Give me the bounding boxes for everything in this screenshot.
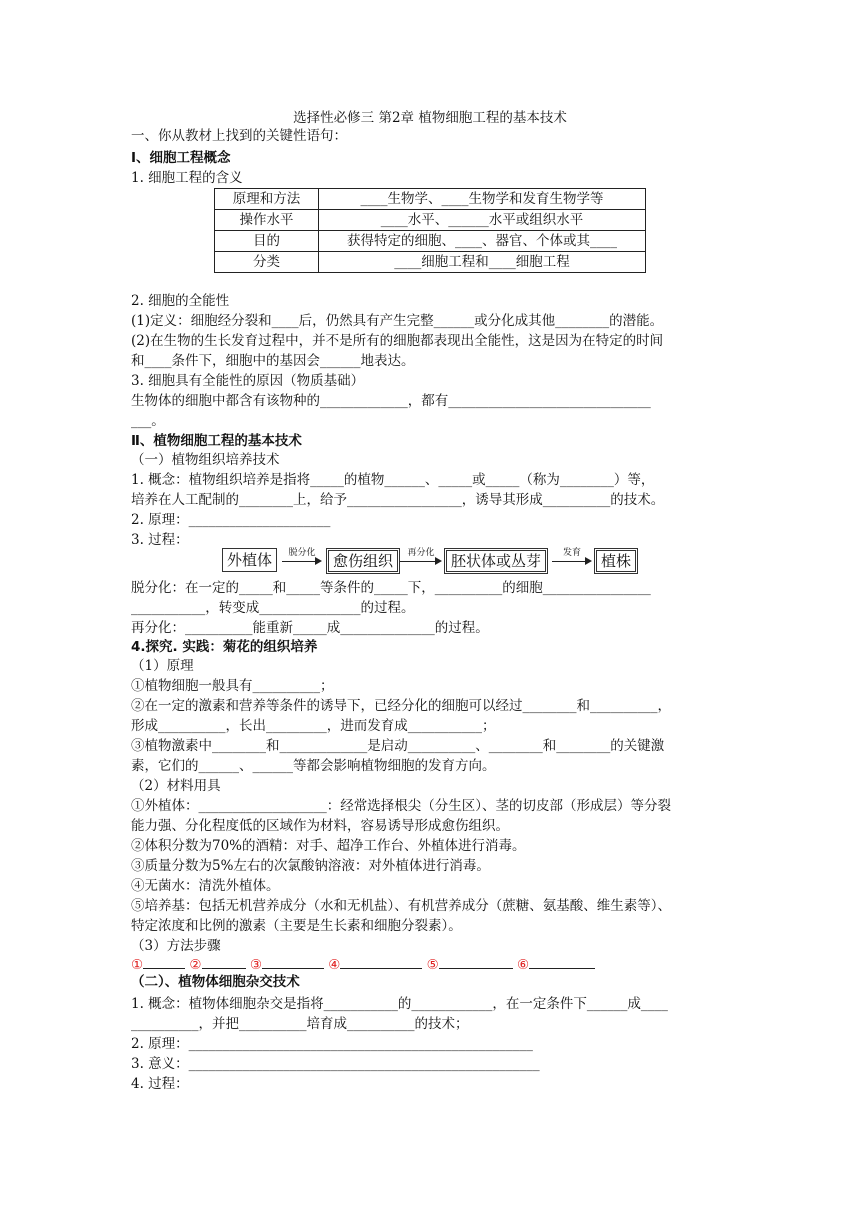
material-explant: ①外植体：___________________：经常选择根尖（分生区）、茎的切皮部（形成层）等分裂 [131, 798, 671, 814]
item-cell-engineering-meaning: 1. 细胞工程的含义 [131, 170, 243, 186]
table-label: 原理和方法 [215, 189, 319, 210]
table-content: ____生物学、____生物学和发育生物学等 [319, 189, 646, 210]
subheading-method-steps: （3）方法步骤 [131, 938, 221, 954]
step-blank [262, 954, 324, 969]
step-blank [439, 954, 513, 969]
flow-arrow-label: 再分化 [407, 548, 435, 558]
principle-3: ③植物激素中________和_____________是启动__________、________和________的关键激 [131, 738, 665, 754]
flow-arrow-label: 脱分化 [288, 548, 316, 558]
step-blank [529, 954, 595, 969]
subheading-principle: （1）原理 [131, 658, 194, 674]
dedifferentiation-text: 脱分化：在一定的_____和_____等条件的_____下，__________的细胞________________ [131, 580, 651, 596]
step-blank [340, 954, 422, 969]
page-title: 选择性必修三 第2章 植物细胞工程的基本技术 [293, 110, 567, 126]
heading-cell-engineering-concept: Ⅰ、细胞工程概念 [131, 150, 231, 166]
heading-chrysanthemum-culture: 4.探究. 实践：菊花的组织培养 [131, 639, 318, 655]
step-number: ② [189, 957, 202, 973]
arrow-head-icon [315, 557, 322, 565]
hybridization-process: 4. 过程： [131, 1076, 189, 1092]
definition-table [214, 188, 646, 273]
material-sterile-water: ④无菌水：清洗外植体。 [131, 878, 280, 894]
table-row [215, 189, 646, 210]
flow-arrow-development [552, 548, 592, 572]
totipotency-expression: (2)在生物的生长发育过程中，并不是所有的细胞都表现出全能性，这是因为在特定的时间 [131, 333, 664, 349]
table-row [215, 210, 646, 231]
heading-plant-cell-engineering: Ⅱ、植物细胞工程的基本技术 [131, 433, 302, 449]
table-content: ____细胞工程和____细胞工程 [319, 252, 646, 273]
step-number: ⑥ [517, 957, 530, 973]
step-number: ④ [328, 957, 341, 973]
material-medium-cont: 特定浓度和比例的激素（主要是生长素和细胞分裂素）。 [131, 918, 462, 934]
flow-node-embryoid: 胚状体或丛芽 [444, 548, 548, 574]
flow-node-plant: 植株 [594, 548, 638, 574]
arrow-head-icon [435, 557, 442, 565]
section-intro: 一、你从教材上找到的关键性语句： [131, 128, 347, 144]
principle-3-cont: 素，它们的______、______等都会影响植物细胞的发育方向。 [131, 758, 496, 774]
item-totipotency-reason: 3. 细胞具有全能性的原因（物质基础） [131, 373, 365, 389]
table-row [215, 231, 646, 252]
table-label: 目的 [215, 231, 319, 252]
subheading-materials: （2）材料用具 [131, 778, 221, 794]
tissue-culture-principle: 2. 原理：_____________________ [131, 512, 331, 528]
flow-arrow-redifferentiation [400, 548, 442, 572]
material-explant-cont: 能力强、分化程度低的区域作为材料，容易诱导形成愈伤组织。 [131, 818, 509, 834]
dedifferentiation-text-cont: ___________，转变成_______________的过程。 [131, 600, 415, 616]
material-hypochlorite: ③质量分数为5%左右的次氯酸钠溶液：对外植体进行消毒。 [131, 858, 490, 874]
table-row [215, 252, 646, 273]
totipotency-reason-text: 生物体的细胞中都含有该物种的_____________，都有______________________________ [131, 393, 651, 409]
table-label: 操作水平 [215, 210, 319, 231]
hybridization-principle: 2. 原理：___________________________________________________ [131, 1036, 533, 1052]
step-number: ③ [249, 957, 262, 973]
tissue-culture-concept: 1. 概念：植物组织培养是指将_____的植物______、_____或_____（称为________）等， [131, 472, 655, 488]
hybridization-significance: 3. 意义：____________________________________________________ [131, 1056, 540, 1072]
flow-node-callus: 愈伤组织 [326, 548, 400, 574]
totipotency-expression-cont: 和____条件下，细胞中的基因会______地表达。 [131, 353, 415, 369]
totipotency-definition: (1)定义：细胞经分裂和____后，仍然具有产生完整______或分化成其他________的潜能。 [131, 313, 664, 329]
principle-2-cont: 形成__________，长出_________，进而发育成___________； [131, 718, 496, 734]
arrow-head-icon [585, 557, 592, 565]
flow-node-explant: 外植体 [222, 548, 277, 572]
totipotency-reason-cont: ___。 [131, 413, 165, 429]
step-blank [202, 954, 246, 969]
flow-arrow-label: 发育 [562, 548, 581, 558]
redifferentiation-text: 再分化：__________能重新_____成______________的过程。 [131, 620, 489, 636]
table-content: 获得特定的细胞、____、器官、个体或其____ [319, 231, 646, 252]
principle-1: ①植物细胞一般具有__________； [131, 678, 334, 694]
material-medium: ⑤培养基：包括无机营养成分（水和无机盐）、有机营养成分（蔗糖、氨基酸、维生素等）、 [131, 898, 671, 914]
item-totipotency: 2. 细胞的全能性 [131, 293, 230, 309]
table-content: ____水平、______水平或组织水平 [319, 210, 646, 231]
step-blank [143, 954, 185, 969]
tissue-culture-concept-cont: 培养在人工配制的________上，给予_________________，诱导其形成__________的技术。 [131, 492, 665, 508]
principle-2: ②在一定的激素和营养等条件的诱导下，已经分化的细胞可以经过________和__________， [131, 698, 671, 714]
table-label: 分类 [215, 252, 319, 273]
step-number: ⑤ [426, 957, 439, 973]
flow-arrow-dedifferentiation [282, 548, 322, 572]
tissue-culture-process: 3. 过程： [131, 532, 189, 548]
material-alcohol: ②体积分数为70%的酒精：对手、超净工作台、外植体进行消毒。 [131, 838, 526, 854]
step-number: ① [131, 957, 144, 973]
hybridization-concept: 1. 概念：植物体细胞杂交是指将___________的____________，在一定条件下______成____ [131, 996, 668, 1012]
subheading-tissue-culture: （一）植物组织培养技术 [131, 452, 280, 468]
heading-somatic-hybridization: （二）、植物体细胞杂交技术 [131, 974, 300, 990]
hybridization-concept-cont: __________，并把__________培育成__________的技术； [131, 1016, 469, 1032]
